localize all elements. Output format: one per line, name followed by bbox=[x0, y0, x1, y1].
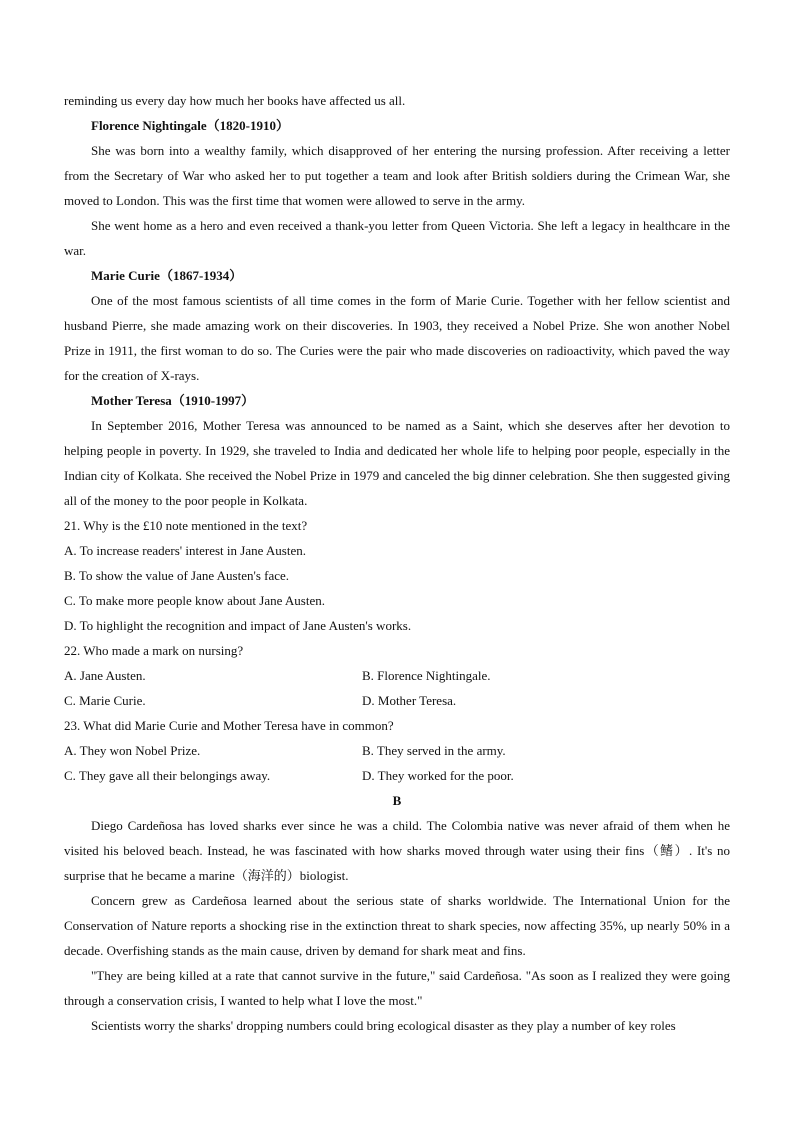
question-23-option-b: B. They served in the army. bbox=[362, 743, 506, 758]
passage-b-paragraph-2: Concern grew as Cardeñosa learned about the serious state of sharks worldwide. The International Union for the Conservation of Nature reports a shocking rise in the extinction threat to shark species, now affecting 35%, up nearly 50% in a decade. Overfishing stands as the main cause, driven by demand for shark meat and fins. bbox=[64, 893, 730, 958]
passage-b-paragraph-4: Scientists worry the sharks' dropping numbers could bring ecological disaster as they play a number of key roles bbox=[91, 1018, 676, 1033]
question-23-option-c: C. They gave all their belongings away. bbox=[64, 768, 271, 783]
curie-paragraph-1: One of the most famous scientists of all time comes in the form of Marie Curie. Together with her fellow scientist and husband Pierre, she made amazing work on their discoveries. In 1903, they received a Nobel Prize. She won another Nobel Prize in 1911, the first woman to do so. The Curies were the pair who made discoveries on radioactivity, which paved the way for the creation of X-rays. bbox=[64, 293, 730, 383]
question-22-option-a: A. Jane Austen. bbox=[64, 668, 146, 683]
teresa-heading: Mother Teresa（1910-1997） bbox=[91, 393, 255, 408]
nightingale-paragraph-2: She went home as a hero and even received a thank-you letter from Queen Victoria. She left a legacy in healthcare in the war. bbox=[64, 218, 730, 258]
document-page bbox=[64, 88, 730, 1038]
question-23-option-a: A. They won Nobel Prize. bbox=[64, 743, 201, 758]
question-22-option-d: D. Mother Teresa. bbox=[362, 693, 457, 708]
question-23-options-row-1 bbox=[64, 738, 730, 763]
passage-b-label: B bbox=[392, 793, 402, 808]
question-21-option-a: A. To increase readers' interest in Jane Austen. bbox=[64, 543, 306, 558]
nightingale-heading: Florence Nightingale（1820-1910） bbox=[91, 118, 289, 133]
question-22-options-row-1 bbox=[64, 663, 730, 688]
teresa-paragraph-1: In September 2016, Mother Teresa was announced to be named as a Saint, which she deserves after her devotion to helping people in poverty. In 1929, she traveled to India and dedicated her whole life to helping poor people, especially in the Indian city of Kolkata. She received the Nobel Prize in 1979 and canceled the big dinner celebration. She then suggested giving all of the money to the poor people in Kolkata. bbox=[64, 418, 730, 508]
question-21-stem: 21. Why is the £10 note mentioned in the text? bbox=[64, 518, 308, 533]
question-21-option-c: C. To make more people know about Jane Austen. bbox=[64, 593, 325, 608]
question-22-options-row-2 bbox=[64, 688, 730, 713]
curie-heading: Marie Curie（1867-1934） bbox=[91, 268, 243, 283]
question-22-option-b: B. Florence Nightingale. bbox=[362, 668, 491, 683]
question-22-option-c: C. Marie Curie. bbox=[64, 693, 146, 708]
question-23-options-row-2 bbox=[64, 763, 730, 788]
question-23-stem: 23. What did Marie Curie and Mother Teresa have in common? bbox=[64, 718, 394, 733]
question-21-option-d: D. To highlight the recognition and impact of Jane Austen's works. bbox=[64, 618, 412, 633]
passage-a-tail: reminding us every day how much her books have affected us all. bbox=[64, 93, 406, 108]
passage-b-paragraph-1: Diego Cardeñosa has loved sharks ever since he was a child. The Colombia native was never afraid of them when he visited his beloved beach. Instead, he was fascinated with how sharks moved through water using their fins（鳍）. It's no surprise that he became a marine（海洋的）biologist. bbox=[64, 818, 730, 883]
nightingale-paragraph-1: She was born into a wealthy family, which disapproved of her entering the nursing profession. After receiving a letter from the Secretary of War who asked her to put together a team and look after British soldiers during the Crimean War, she moved to London. This was the first time that women were allowed to serve in the army. bbox=[64, 143, 730, 208]
question-23-option-d: D. They worked for the poor. bbox=[362, 768, 514, 783]
passage-b-paragraph-3: "They are being killed at a rate that cannot survive in the future," said Cardeñosa. "As soon as I realized they were going through a conservation crisis, I wanted to help what I love the most." bbox=[64, 968, 730, 1008]
question-22-stem: 22. Who made a mark on nursing? bbox=[64, 643, 244, 658]
question-21-option-b: B. To show the value of Jane Austen's face. bbox=[64, 568, 290, 583]
